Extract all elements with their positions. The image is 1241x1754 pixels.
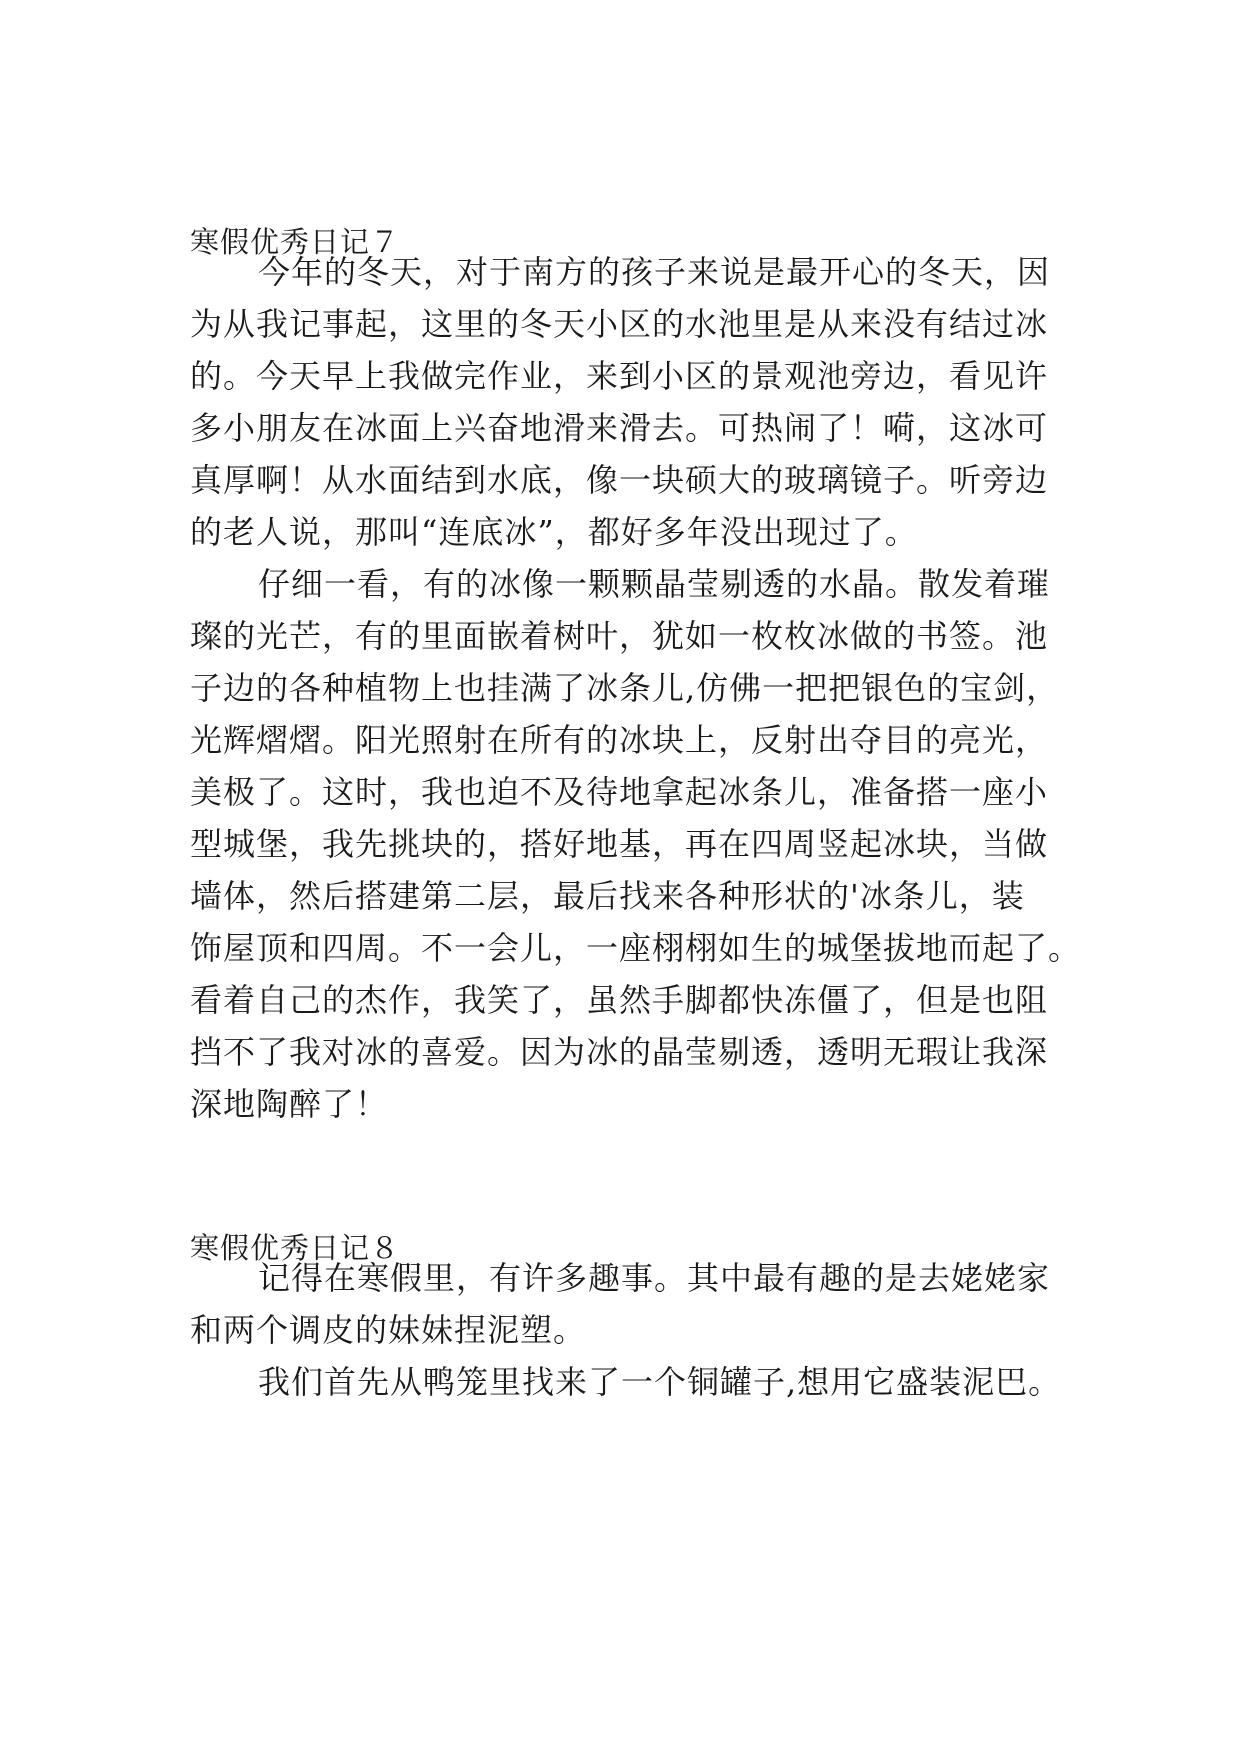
diary7-p1-line: 为从我记事起，这里的冬天小区的水池里是从来没有结过冰 [190, 305, 1049, 343]
diary7-p2-line: 璨的光芒，有的里面嵌着树叶，犹如一枚枚冰做的书签。池 [190, 617, 1049, 655]
diary7-p2-line: 饰屋顶和四周。不一会儿，一座栩栩如生的城堡拔地而起了。 [190, 929, 1082, 967]
diary8-p1-line: 记得在寒假里，有许多趣事。其中最有趣的是去姥姥家 [258, 1259, 1051, 1297]
diary7-p2-line: 光辉熠熠。阳光照射在所有的冰块上，反射出夺目的亮光， [190, 721, 1049, 759]
diary7-p2-line: 深地陶醉了！ [190, 1085, 389, 1123]
diary8-title: 寒假优秀日记８ [190, 1231, 401, 1265]
diary7-p2-line: 墙体，然后搭建第二层，最后找来各种形状的'冰条儿，装 [190, 877, 1025, 915]
diary7-p1-line: 今年的冬天，对于南方的孩子来说是最开心的冬天，因 [258, 253, 1051, 291]
diary7-p1-line: 真厚啊！从水面结到水底，像一块硕大的玻璃镜子。听旁边 [190, 461, 1049, 499]
diary8-p2-line: 我们首先从鸭笼里找来了一个铜罐子,想用它盛装泥巴。 [258, 1363, 1062, 1401]
diary7-p2-line: 型城堡，我先挑块的，搭好地基，再在四周竖起冰块，当做 [190, 825, 1049, 863]
diary7-p2-line: 仔细一看，有的冰像一颗颗晶莹剔透的水晶。散发着璀 [258, 565, 1051, 603]
diary7-p1-line: 多小朋友在冰面上兴奋地滑来滑去。可热闹了！嗬，这冰可 [190, 409, 1049, 447]
diary7-p1-line: 的。今天早上我做完作业，来到小区的景观池旁边，看见许 [190, 357, 1049, 395]
diary7-p2-line: 美极了。这时，我也迫不及待地拿起冰条儿，准备搭一座小 [190, 773, 1049, 811]
diary7-p2-line: 看着自己的杰作，我笑了，虽然手脚都快冻僵了，但是也阻 [190, 981, 1049, 1019]
diary8-p1-line: 和两个调皮的妹妹捏泥塑。 [190, 1311, 587, 1349]
diary7-p1-line: 的老人说，那叫“连底冰”，都好多年没出现过了。 [190, 513, 918, 551]
diary7-title: 寒假优秀日记７ [190, 225, 401, 259]
diary7-p2-line: 挡不了我对冰的喜爱。因为冰的晶莹剔透，透明无瑕让我深 [190, 1033, 1049, 1071]
diary7-p2-line: 子边的各种植物上也挂满了冰条儿,仿佛一把把银色的宝剑， [190, 669, 1060, 707]
